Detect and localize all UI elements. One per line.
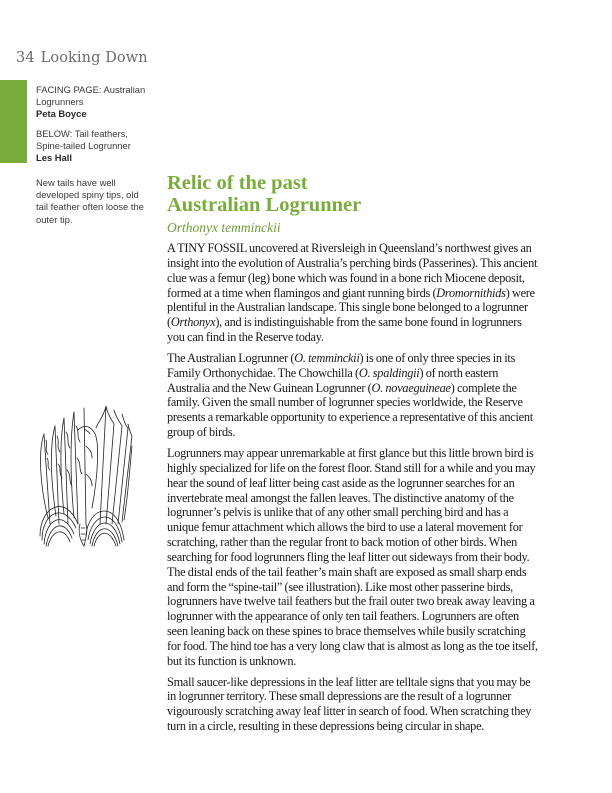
accent-bar bbox=[0, 80, 27, 163]
article-title bbox=[167, 172, 539, 216]
tail-feathers-illustration bbox=[26, 406, 136, 566]
paragraph-1 bbox=[167, 241, 539, 345]
photo-captions bbox=[36, 84, 148, 171]
caption-text: BELOW: Tail feathers, Spine-tailed Logrunner bbox=[36, 127, 131, 151]
text-run: ), and is indistinguishable from the same bone found in logrunners you can find in the Reserve today. bbox=[167, 315, 522, 345]
text-run: ) of north eastern Australia and the New Guinean Logrunner ( bbox=[167, 365, 499, 395]
caption-facing-page bbox=[36, 84, 148, 121]
paragraph-3: Logrunners may appear unremarkable at first glance but this little brown bird is highly specialized for life on the forest floor. Stand still for a while and you may hear the sound of leaf litter being cast aside as the logrunner searches for an invertebrate meal amongst the fallen leaves. The distinctive anatomy of the logrunner’s pelvis is unlike that of any other small perching bird and has a unique femur attachment which allows the bird to use a lateral movement for scratching, rather than the regular front to back motion of other birds. When searching for food logrunners fling the leaf litter out sideways from their body. The distal ends of the tail feather’s main shaft are exposed as small sharp ends and form the “spine-tail” (see illustration). Like most other passerine birds, logrunners have twelve tail feathers but the frail outer two break away leaving a logrunner with the appearance of only ten tail feathers. Logrunners are often seen leaning back on these spines to brace themselves while busily scratching for food. The hind toe has a very long claw that is almost as long as the toe itself, but its function is unknown. bbox=[167, 445, 538, 668]
feather-stroke bbox=[81, 528, 85, 540]
page-number: 34 bbox=[16, 50, 35, 66]
text-run: The Australian Logrunner ( bbox=[167, 350, 295, 365]
italic-term: O. novaeguineae bbox=[371, 380, 451, 395]
paragraph-4: Small saucer-like depressions in the leaf litter are telltale signs that you may be in logrunner territory. These small depressions are the result of a logrunner vigourously scratching away leaf litter in search of food. When scratching they turn in a circle, resulting in these depressions being circular in shape. bbox=[167, 674, 532, 734]
side-note: New tails have well developed spiny tips, old tail feather often loose the outer tip. bbox=[36, 177, 144, 225]
title-line-2: Australian Logrunner bbox=[167, 194, 362, 216]
italic-term: O. spaldingii bbox=[358, 365, 420, 380]
feather-stroke bbox=[92, 529, 118, 546]
feather-stroke bbox=[106, 406, 114, 524]
feather-stroke bbox=[100, 406, 106, 524]
feather-stroke bbox=[96, 406, 106, 428]
feather-stroke bbox=[94, 533, 116, 546]
italic-term: Dromornithids bbox=[436, 285, 506, 300]
italic-term: Orthonyx bbox=[170, 315, 216, 330]
caption-credit: Les Hall bbox=[36, 152, 72, 164]
feather-stroke bbox=[84, 408, 86, 524]
caption-below bbox=[36, 128, 148, 165]
feather-stroke bbox=[88, 517, 122, 542]
feather-stroke bbox=[48, 532, 70, 546]
feather-stroke bbox=[71, 412, 74, 518]
italic-term: O. temminckii bbox=[294, 350, 360, 365]
feather-stroke bbox=[118, 414, 128, 524]
paragraph-2 bbox=[167, 351, 539, 440]
title-line-1: Relic of the past bbox=[167, 172, 308, 194]
caption-credit: Peta Boyce bbox=[36, 108, 87, 120]
feather-stroke bbox=[76, 426, 82, 474]
feather-stroke bbox=[46, 526, 72, 546]
text-run: ) were plentiful in the Australian landscape. This single bone belonged to a logrunner ( bbox=[167, 285, 535, 330]
feather-stroke bbox=[46, 440, 50, 470]
text-run: A TINY FOSSIL uncovered at Riversleigh in Queensland’s northwest gives an insight into the evolution of Australia’s perching birds (Passerines). This ancient clue was a femur (leg) bone which was found in a bone rich Miocene deposit, formed at a time when flamingos and giant running birds ( bbox=[167, 241, 538, 300]
species-name: Orthonyx temminckii bbox=[167, 220, 281, 235]
feather-stroke bbox=[61, 418, 64, 514]
text-run: ) is one of only three species in its Family Orthonychidae. The Chowchilla ( bbox=[167, 350, 516, 380]
section-title: Looking Down bbox=[40, 50, 148, 66]
page-header bbox=[16, 50, 148, 66]
feather-stroke bbox=[78, 426, 98, 508]
caption-text: FACING PAGE: Australian Logrunners bbox=[36, 84, 146, 108]
article bbox=[167, 172, 539, 740]
text-run: ) complete the family. Given the small number of logrunner species worldwide, the Reserve presents a remarkable opportunity to experience a representative of this ancient group of birds. bbox=[167, 380, 533, 440]
